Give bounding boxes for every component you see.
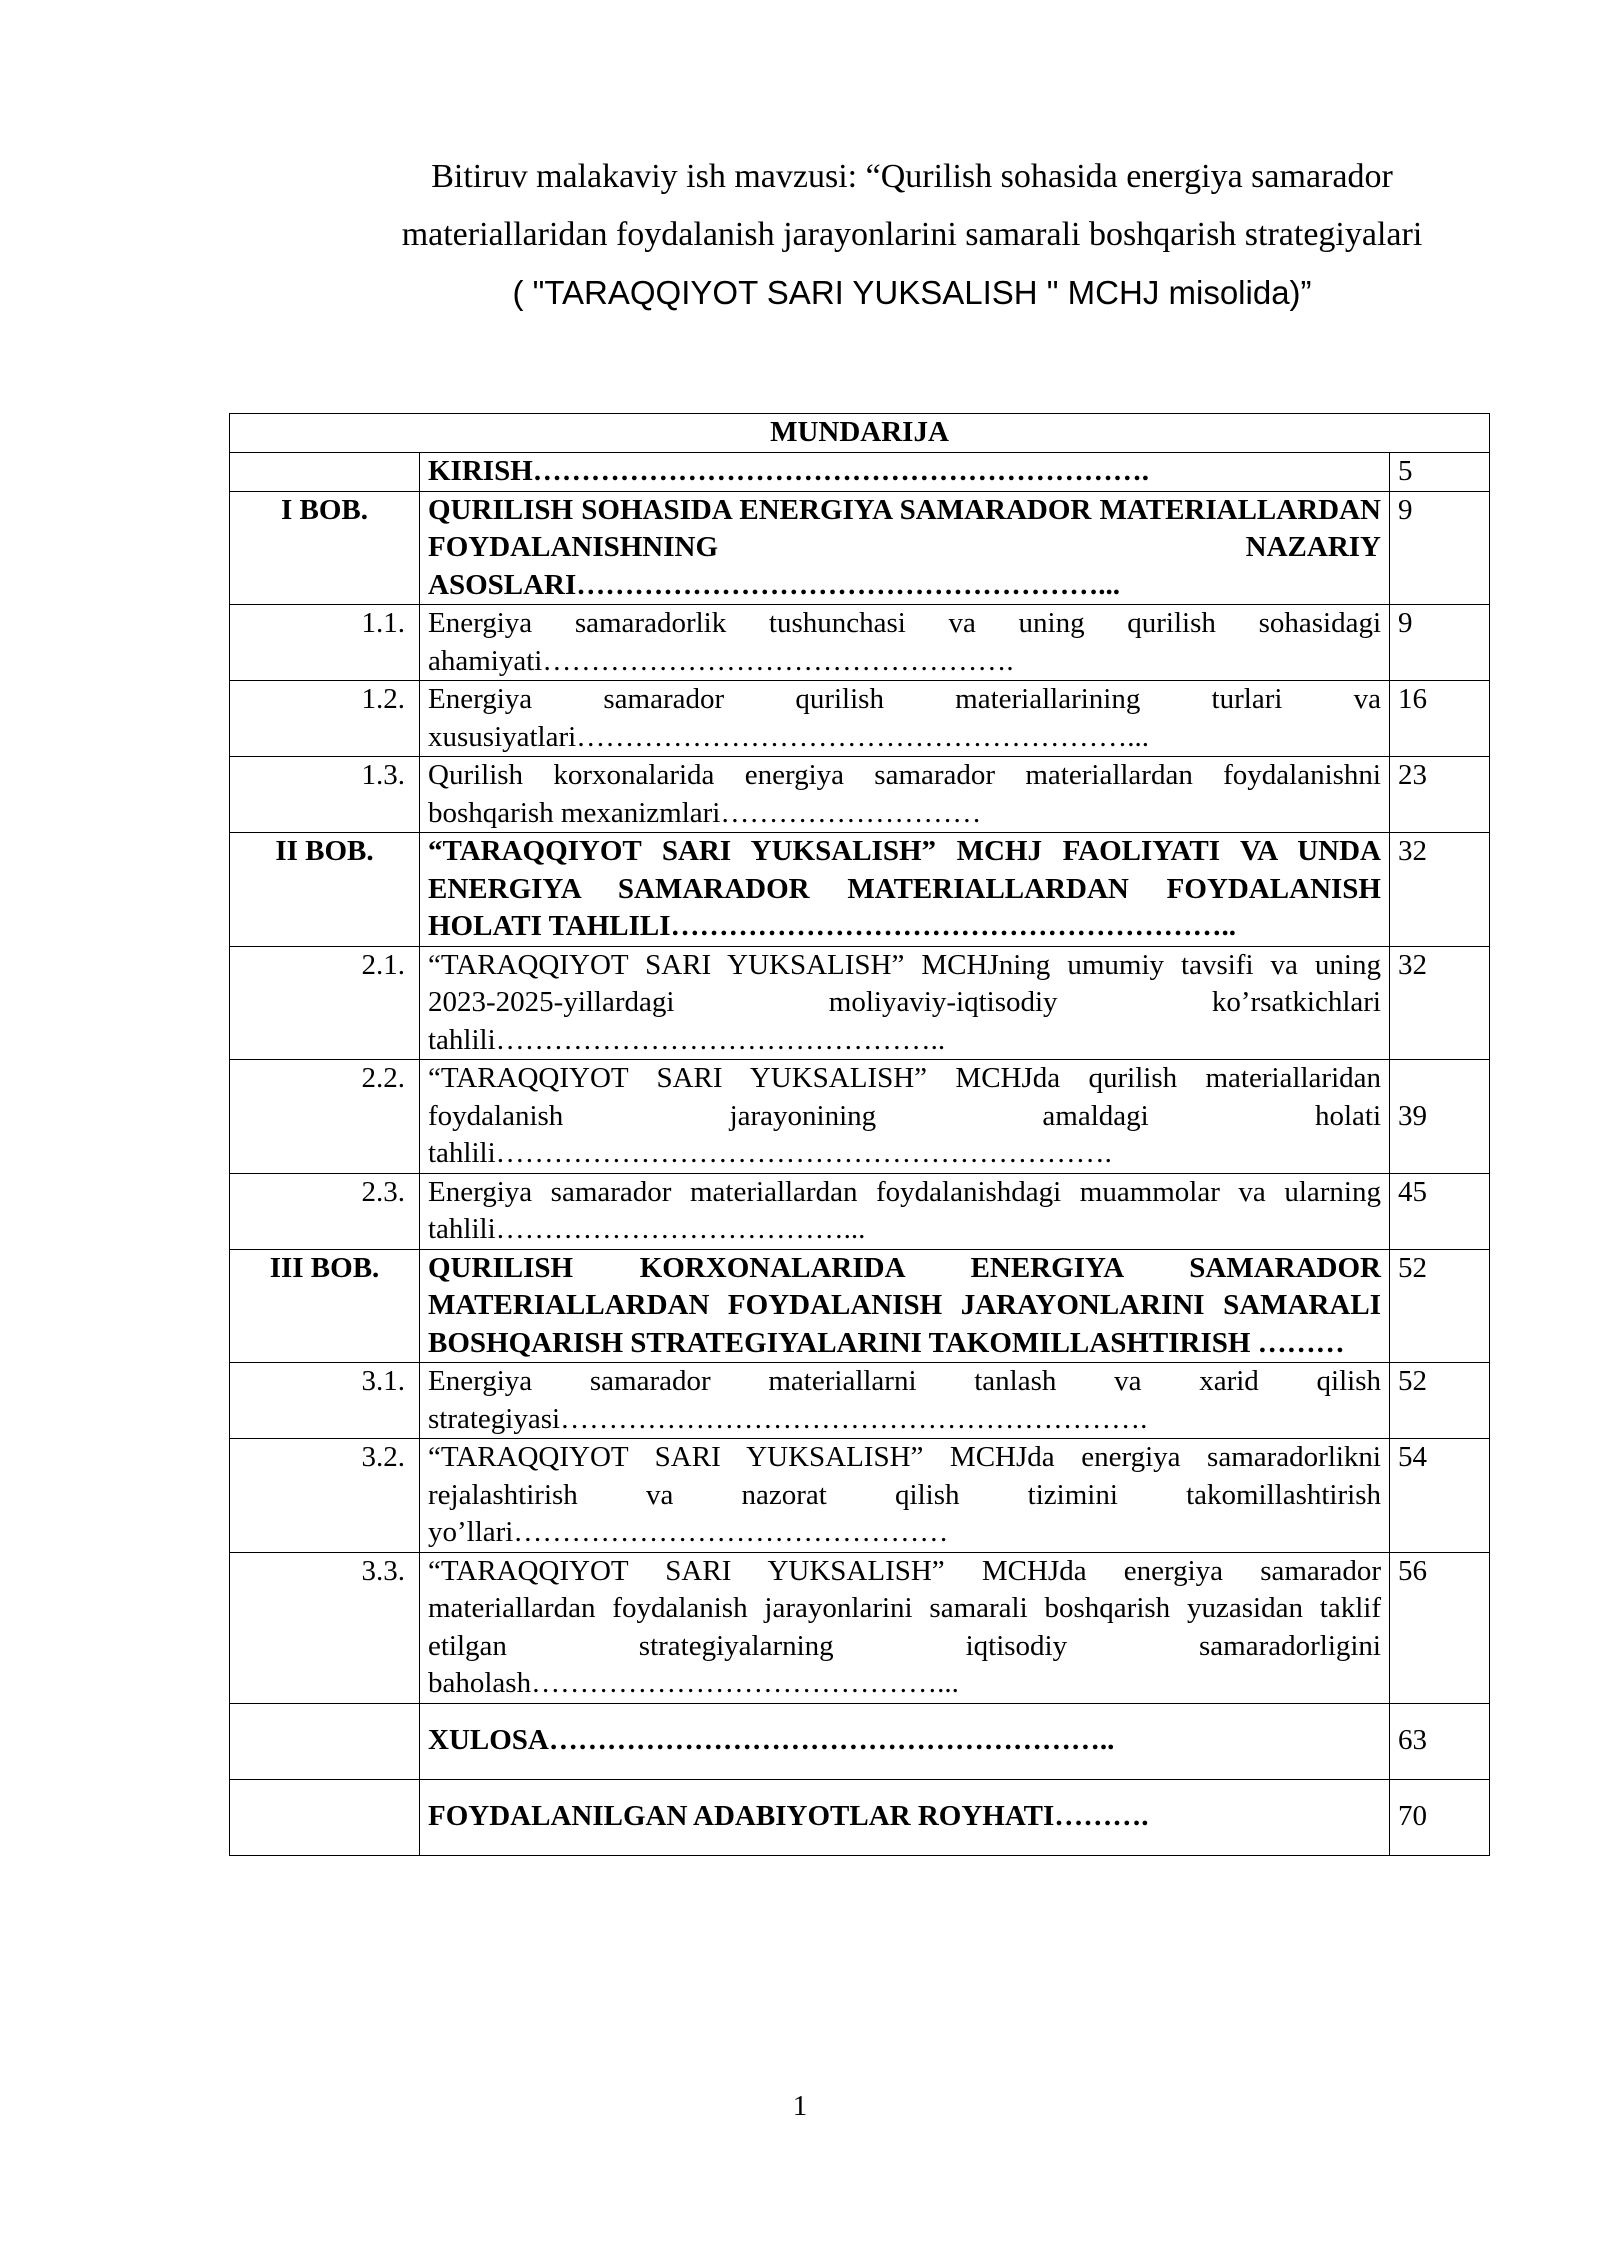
toc-row-2-2 [230, 1060, 1490, 1174]
title-line-1: Bitiruv malakaviy ish mavzusi: “Qurilish sohasida energiya samarador [431, 158, 1393, 195]
toc-row-label [230, 453, 420, 492]
toc-row-label: 1.2. [230, 681, 420, 757]
toc-row-label: 2.1. [230, 946, 420, 1060]
toc-row-page: 9 [1390, 491, 1490, 605]
toc-row-xulosa [230, 1703, 1490, 1779]
toc-row-page: 5 [1390, 453, 1490, 492]
document-title [230, 148, 1594, 322]
toc-row-text: QURILISH KORXONALARIDA ENERGIYA SAMARADOR MATERIALLARDAN FOYDALANISH JARAYONLARINI SAMARALI BOSHQARISH STRATEGIYALARINI TAKOMILLASHTIRISH ……… [420, 1249, 1390, 1363]
toc-row-page: 23 [1390, 757, 1490, 833]
toc-row-text: Energiya samaradorlik tushunchasi va uning qurilish sohasidagi ahamiyati…………………………………………. [420, 605, 1390, 681]
toc-row-text: “TARAQQIYOT SARI YUKSALISH” MCHJda energiya samaradorlikni rejalashtirish va nazorat qilish tizimini takomillashtirish yo’llari……………………………………… [420, 1439, 1390, 1553]
toc-row-page: 32 [1390, 946, 1490, 1060]
toc-row-chapter-1 [230, 491, 1490, 605]
toc-row-label: 3.2. [230, 1439, 420, 1553]
toc-row-3-1 [230, 1363, 1490, 1439]
toc-row-label: 2.2. [230, 1060, 420, 1174]
toc-row-1-3 [230, 757, 1490, 833]
toc-row-chapter-3 [230, 1249, 1490, 1363]
toc-heading-row [230, 414, 1490, 453]
toc-row-text: Qurilish korxonalarida energiya samarador materiallardan foydalanishni boshqarish mexanizmlari……………………… [420, 757, 1390, 833]
title-line-3: ( "TARAQQIYOT SARI YUKSALISH " MCHJ misolida)” [512, 274, 1312, 311]
toc-row-1-2 [230, 681, 1490, 757]
toc-row-page: 52 [1390, 1363, 1490, 1439]
toc-row-text: “TARAQQIYOT SARI YUKSALISH” MCHJning umumiy tavsifi va uning 2023-2025-yillardagi moliyaviy-iqtisodiy ko’rsatkichlari tahlili……………………………………….. [420, 946, 1390, 1060]
toc-row-text: “TARAQQIYOT SARI YUKSALISH” MCHJda energiya samarador materiallardan foydalanish jarayonlarini samarali boshqarish yuzasidan taklif etilgan strategiyalarning iqtisodiy samaradorligini baholash……………………………………... [420, 1552, 1390, 1703]
toc-row-label: I BOB. [230, 491, 420, 605]
toc-row-kirish [230, 453, 1490, 492]
toc-row-text: XULOSA………………………………………………….. [420, 1703, 1390, 1779]
toc-row-text: QURILISH SOHASIDA ENERGIYA SAMARADOR MATERIALLARDAN FOYDALANISHNING NAZARIY ASOSLARI………………………………………………... [420, 491, 1390, 605]
toc-row-page: 54 [1390, 1439, 1490, 1553]
toc-row-text: Energiya samarador qurilish materiallarining turlari va xususiyatlari…………………………………………………... [420, 681, 1390, 757]
toc-row-2-1 [230, 946, 1490, 1060]
toc-row-page: 63 [1390, 1703, 1490, 1779]
toc-row-text: Energiya samarador materiallardan foydalanishdagi muammolar va ularning tahlili………………………………... [420, 1173, 1390, 1249]
toc-row-text: Energiya samarador materiallarni tanlash va xarid qilish strategiyasi……………………………………………………. [420, 1363, 1390, 1439]
toc-row-text: KIRISH………………………………………………………. [420, 453, 1390, 492]
toc-row-label: 1.3. [230, 757, 420, 833]
toc-row-label: 3.1. [230, 1363, 420, 1439]
toc-row-chapter-2 [230, 833, 1490, 947]
toc-row-3-3 [230, 1552, 1490, 1703]
toc-row-page: 39 [1390, 1060, 1490, 1174]
toc-row-text: “TARAQQIYOT SARI YUKSALISH” MCHJ FAOLIYATI VA UNDA ENERGIYA SAMARADOR MATERIALLARDAN FOYDALANISH HOLATI TAHLILI………………………………………………….. [420, 833, 1390, 947]
toc-row-label [230, 1703, 420, 1779]
toc-row-page: 52 [1390, 1249, 1490, 1363]
title-line-2: materiallaridan foydalanish jarayonlarini samarali boshqarish strategiyalari [401, 216, 1423, 253]
toc-row-text: “TARAQQIYOT SARI YUKSALISH” MCHJda qurilish materiallaridan foydalanish jarayonining amaldagi holati tahlili………………………………………………………. [420, 1060, 1390, 1174]
toc-row-page: 16 [1390, 681, 1490, 757]
toc-row-page: 56 [1390, 1552, 1490, 1703]
toc-row-1-1 [230, 605, 1490, 681]
toc-row-label: 1.1. [230, 605, 420, 681]
toc-row-3-2 [230, 1439, 1490, 1553]
toc-row-page: 9 [1390, 605, 1490, 681]
toc-heading: MUNDARIJA [230, 414, 1490, 453]
toc-row-label: II BOB. [230, 833, 420, 947]
toc-row-page: 45 [1390, 1173, 1490, 1249]
toc-row-references [230, 1779, 1490, 1855]
toc-row-label: III BOB. [230, 1249, 420, 1363]
toc-row-text: FOYDALANILGAN ADABIYOTLAR ROYHATI………. [420, 1779, 1390, 1855]
toc-row-page: 70 [1390, 1779, 1490, 1855]
toc-row-label: 2.3. [230, 1173, 420, 1249]
table-of-contents [229, 413, 1490, 1856]
page-number: 1 [792, 2090, 808, 2122]
toc-row-2-3 [230, 1173, 1490, 1249]
toc-row-page: 32 [1390, 833, 1490, 947]
toc-row-label: 3.3. [230, 1552, 420, 1703]
toc-row-label [230, 1779, 420, 1855]
